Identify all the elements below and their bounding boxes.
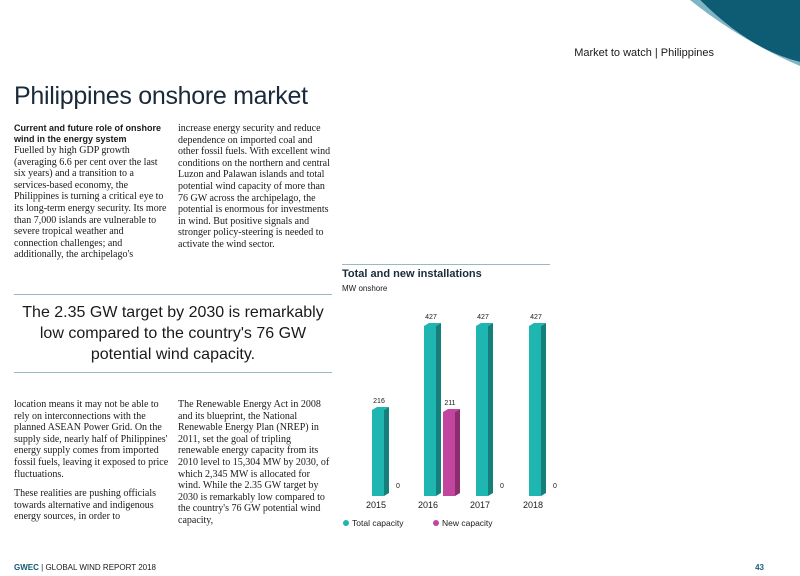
paragraph: location means it may not be able to rely on interconnections with the planned ASEAN Power Grid. On the supply side, nearly half of Philippines' energy supply comes from imported fossil fuels, leaving it exposed to price fluctuations. <box>14 399 169 480</box>
page-title: Philippines onshore market <box>14 82 308 110</box>
total-capacity-bar <box>424 326 436 496</box>
total-capacity-bar-side <box>436 323 441 496</box>
text-column-2 <box>178 123 334 259</box>
category-label: 2015 <box>365 500 387 510</box>
footer-report <box>14 563 156 572</box>
chart-rule <box>342 264 550 265</box>
text-column-3 <box>14 399 170 531</box>
total-capacity-bar-side <box>488 323 493 496</box>
paragraph: increase energy security and reduce dependence on imported coal and other fossil fuels. With excellent wind conditions on the northern and central Luzon and Palawan islands and total potential wind capacity of more than 76 GW across the archipelago, the potential is enormous for investments in wind. But positive signals and stronger policy-steering is needed to activate the wind sector. <box>178 123 331 250</box>
legend-new-swatch <box>433 520 439 526</box>
pull-quote: The 2.35 GW target by 2030 is remarkably low compared to the country's 76 GW potential wind capacity. <box>22 304 324 363</box>
text-column-1 <box>14 123 170 269</box>
total-capacity-bar-side <box>541 323 546 496</box>
new-capacity-bar-side <box>455 409 460 496</box>
legend-new-label: New capacity <box>442 518 493 528</box>
legend-total-label: Total capacity <box>352 518 404 528</box>
data-label: 427 <box>530 314 542 321</box>
category-label: 2018 <box>522 500 544 510</box>
footer-report-name: GLOBAL WIND REPORT 2018 <box>45 563 156 572</box>
corner-decoration <box>690 0 800 80</box>
section-label: Market to watch | Philippines <box>574 47 714 59</box>
legend-total-swatch <box>343 520 349 526</box>
data-label: 211 <box>444 399 456 407</box>
data-label: 0 <box>553 483 557 490</box>
category-label: 2017 <box>469 500 491 510</box>
installations-chart <box>342 300 562 536</box>
chart-title: Total and new installations <box>342 268 482 280</box>
data-label: 0 <box>500 483 504 490</box>
data-label: 427 <box>425 314 437 321</box>
data-label: 427 <box>477 314 489 321</box>
category-label: 2016 <box>417 500 439 510</box>
footer-brand: GWEC <box>14 563 39 572</box>
total-capacity-bar <box>476 326 488 496</box>
data-label: 0 <box>396 483 400 490</box>
paragraph: These realities are pushing officials towards alternative and indigenous energy sources, in order to <box>14 488 156 523</box>
data-label: 216 <box>373 398 385 406</box>
total-capacity-bar <box>529 326 541 496</box>
page-number: 43 <box>755 563 764 572</box>
quote-rule-top <box>14 294 332 295</box>
new-capacity-bar <box>443 412 455 496</box>
chart-subtitle: MW onshore <box>342 284 388 293</box>
paragraph: Fuelled by high GDP growth (averaging 6.6 per cent over the last six years) and a transition to a services-based economy, the Philippines is turning a critical eye to its long-term energy security. Its more than 7,000 islands are vulnerable to severe tropical weather and connection challenges; and additionally, the archipelago's <box>14 145 167 261</box>
paragraph: The Renewable Energy Act in 2008 and its blueprint, the National Renewable Energy Plan (NREP) in 2011, set the goal of tripling renewable energy capacity from its 2010 level to 15,304 MW by 2030, of which 2,345 MW is allocated for wind. While the 2.35 GW target by 2030 is remarkably low compared to the country's 76 GW potential wind capacity, <box>178 399 330 526</box>
quote-rule-bottom <box>14 372 332 373</box>
total-capacity-bar-side <box>384 407 389 496</box>
section-subhead: Current and future role of onshore wind in the energy system <box>14 123 162 144</box>
text-column-4 <box>178 399 334 535</box>
footer-separator: | <box>41 563 46 572</box>
total-capacity-bar <box>372 410 384 496</box>
